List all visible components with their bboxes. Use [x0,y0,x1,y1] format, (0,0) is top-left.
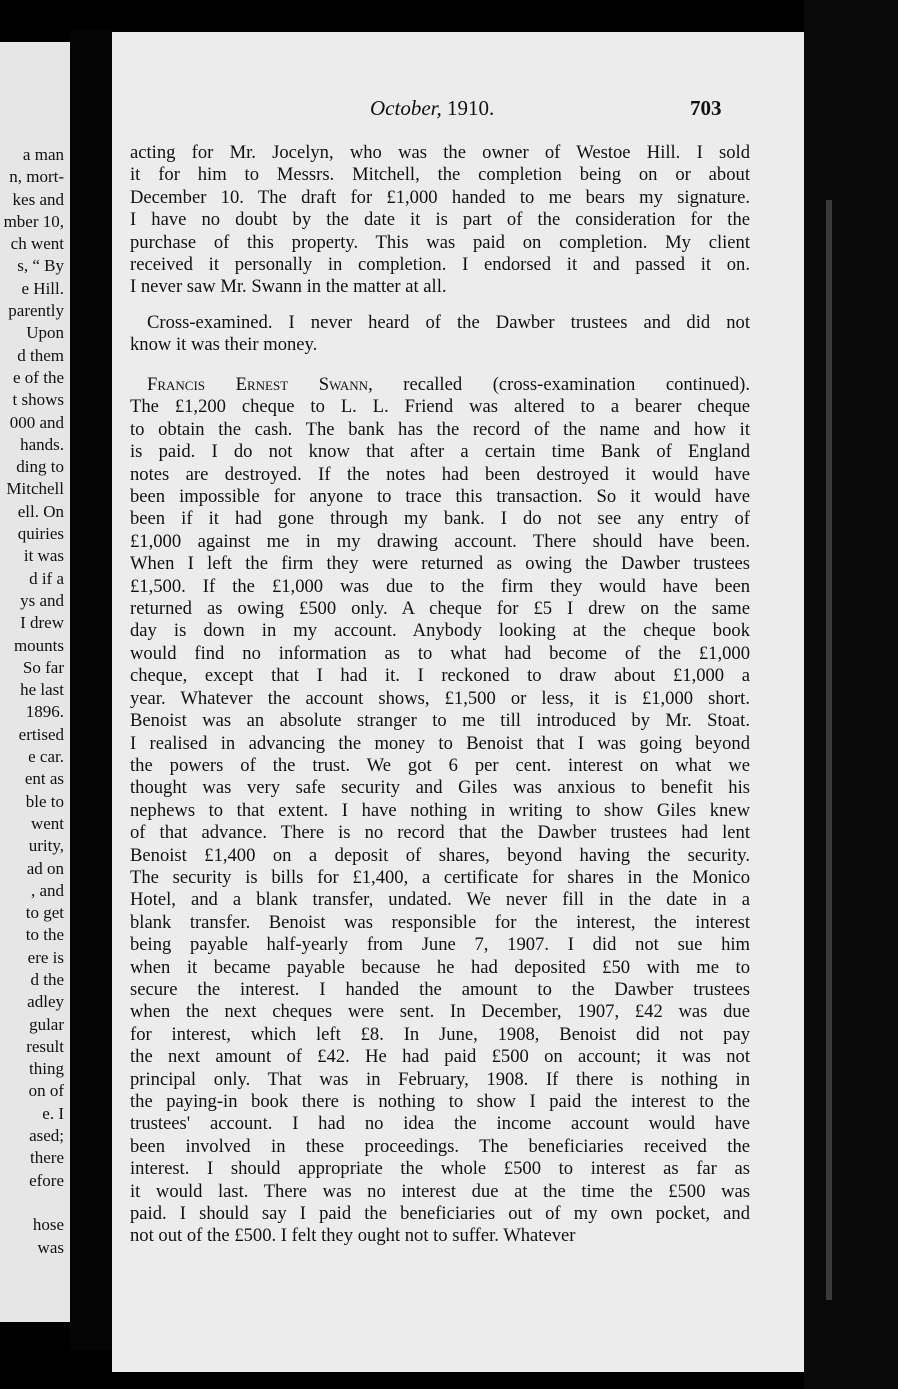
left-page-line: on of [28,1081,64,1101]
left-page-line: ell. On [17,501,64,521]
header-month: October, [370,96,442,120]
left-page-line [0,1192,64,1214]
left-page-line: , and [30,880,64,900]
left-page-line: thing [29,1059,64,1079]
text-line: for interest, which left £8. In June, 1908, Benoist did not pay [130,1023,750,1045]
page-number: 703 [690,96,722,120]
text-line: year. Whatever the account shows, £1,500 or less, it is £1,000 short. [130,687,750,709]
left-page-line: mounts [13,635,64,655]
text-line: to obtain the cash. The bank has the record of the name and how it [130,418,750,440]
left-page-line: ased; [29,1126,64,1146]
left-page-line: e. I [42,1103,64,1123]
text-line: it for him to Messrs. Mitchell, the completion being on or about [130,164,750,186]
text-line: £1,000 against me in my drawing account. There should have been. [130,530,750,552]
testimony-first-line [130,374,750,396]
left-page-line: was [37,1237,64,1257]
text-line: been involved in these proceedings. The beneficiaries received the [130,1135,750,1157]
text-line: it would last. There was no interest due at the time the £500 was [130,1180,750,1202]
left-page-line: ere is [27,947,64,967]
left-page-line: n, mort- [9,167,64,187]
left-page-line: ent as [24,769,64,789]
left-page-line: I drew [20,613,64,633]
left-page-line: mber 10, [3,211,64,231]
left-page-line: Upon [26,323,64,343]
left-page-line: d if a [29,568,64,588]
text-line: The security is bills for £1,400, a certificate for shares in the Monico [130,866,750,888]
text-line: secure the interest. I handed the amount to the Dawber trustees [130,978,750,1000]
left-page-line: t shows [12,390,64,410]
text-line: When I left the firm they were returned as owing the Dawber trustees [130,553,750,575]
text-line: Cross-examined. I never heard of the Dawber trustees and did not [147,312,750,333]
left-page-line: s, “ By [17,256,64,276]
text-line: of that advance. There is no record that the Dawber trustees had lent [130,822,750,844]
text-line: I have no doubt by the date it is part of the consideration for the [130,209,750,231]
text-line: acting for Mr. Jocelyn, who was the owner of Westoe Hill. I sold [130,142,750,163]
text-line: December 10. The draft for £1,000 handed to me bears my signature. [130,186,750,208]
left-page-line: a man [22,145,64,164]
speaker-name: Francis Ernest Swann, [147,374,373,395]
text-line: £1,500. If the £1,000 was due to the firm they would have been [130,575,750,597]
text-line: trustees' account. I had no idea the income account would have [130,1113,750,1135]
text-line: when the next cheques were sent. In December, 1907, £42 was due [130,1001,750,1023]
left-page-line: d the [30,969,64,989]
text-line: Hotel, and a blank transfer, undated. We never fill in the date in a [130,889,750,911]
text-line: Benoist was an absolute stranger to me till introduced by Mr. Stoat. [130,710,750,732]
text-line: the powers of the trust. We got 6 per cent. interest on what we [130,754,750,776]
left-page-line: d them [17,345,64,365]
running-head [370,96,494,121]
left-page-line: ding to [16,457,64,477]
text-line: is paid. I do not know that after a certain time Bank of England [130,441,750,463]
left-page-line: ch went [10,234,64,254]
left-page-line: ad on [26,858,64,878]
text-line: paid. I should say I paid the beneficiaries out of my own pocket, and [130,1203,750,1225]
left-page-line: So far [22,657,64,677]
left-page-line: ble to [25,791,64,811]
paragraph-swann-testimony [130,374,750,1248]
text-line: being payable half-yearly from June 7, 1907. I did not sue him [130,934,750,956]
left-page-line: he last [20,680,64,700]
text-line: been if it had gone through my bank. I do not see any entry of [130,508,750,530]
speaker-line-rest: recalled (cross-examination continued). [372,374,750,395]
left-facing-page [0,42,70,1322]
left-page-line: went [30,813,64,833]
text-line: would find no information as to what had become of the £1,000 [130,642,750,664]
left-page-line: e Hill. [21,278,64,298]
text-line: thought was very safe security and Giles was anxious to benefit his [130,777,750,799]
text-line: The £1,200 cheque to L. L. Friend was altered to a bearer cheque [130,396,750,418]
left-page-line: urity, [28,836,64,856]
paragraph-continuation [130,142,750,299]
text-line: the next amount of £42. He had paid £500 on account; it was not [130,1046,750,1068]
page-edge-strip [826,200,832,1300]
left-page-line: gular [29,1014,64,1034]
left-page-line: 1896. [25,702,64,722]
left-page-line: ertised [18,724,64,744]
header-year: 1910. [447,96,495,120]
right-page-edge [804,0,898,1389]
text-line: cheque, except that I had it. I reckoned to draw about £1,000 a [130,665,750,687]
left-page-line: it was [23,546,64,566]
left-page-line: result [26,1036,64,1056]
text-line: been impossible for anyone to trace this transaction. So it would have [130,486,750,508]
page-header [112,96,804,126]
main-page [112,32,804,1372]
paragraph-cross-examined [130,312,750,357]
left-page-line: to get [25,903,64,923]
left-page-line: adley [27,992,64,1012]
text-line: returned as owing £500 only. A cheque for £5 I drew on the same [130,598,750,620]
text-line: the paying-in book there is nothing to show I paid the interest to the [130,1091,750,1112]
text-line: when it became payable because he had deposited £50 with me to [130,956,750,978]
text-line: day is down in my account. Anybody looking at the cheque book [130,620,750,642]
left-page-line: Mitchell [6,479,64,499]
left-page-line: parently [8,301,64,321]
text-line: notes are destroyed. If the notes had been destroyed it would have [130,463,750,485]
left-page-line: to the [25,925,64,945]
text-line: know it was their money. [130,334,318,356]
left-page-line: hose [32,1215,64,1235]
text-line: purchase of this property. This was paid on completion. My client [130,231,750,253]
left-page-line: efore [29,1170,64,1190]
left-page-line: hands. [20,434,64,454]
left-page-text-column [0,144,64,1259]
left-page-line: e car. [28,747,64,767]
left-page-line: there [30,1148,64,1168]
book-spine [70,30,112,1350]
text-line: blank transfer. Benoist was responsible for the interest, the interest [130,911,750,933]
text-line: nephews to that extent. I have nothing in writing to show Giles knew [130,799,750,821]
text-line: I realised in advancing the money to Benoist that I was going beyond [130,732,750,754]
left-page-line: e of the [13,367,64,387]
text-line: I never saw Mr. Swann in the matter at all. [130,276,447,298]
left-page-line: ys and [20,590,64,610]
text-line: Benoist £1,400 on a deposit of shares, beyond having the security. [130,844,750,866]
left-page-line: kes and [12,189,64,209]
text-line: not out of the £500. I felt they ought not to suffer. Whatever [130,1225,576,1247]
text-line: received it personally in completion. I endorsed it and passed it on. [130,254,750,276]
text-line: interest. I should appropriate the whole £500 to interest as far as [130,1158,750,1180]
left-page-line: quiries [17,524,64,544]
left-page-line: 000 and [9,412,64,432]
text-line: principal only. That was in February, 1908. If there is nothing in [130,1068,750,1090]
